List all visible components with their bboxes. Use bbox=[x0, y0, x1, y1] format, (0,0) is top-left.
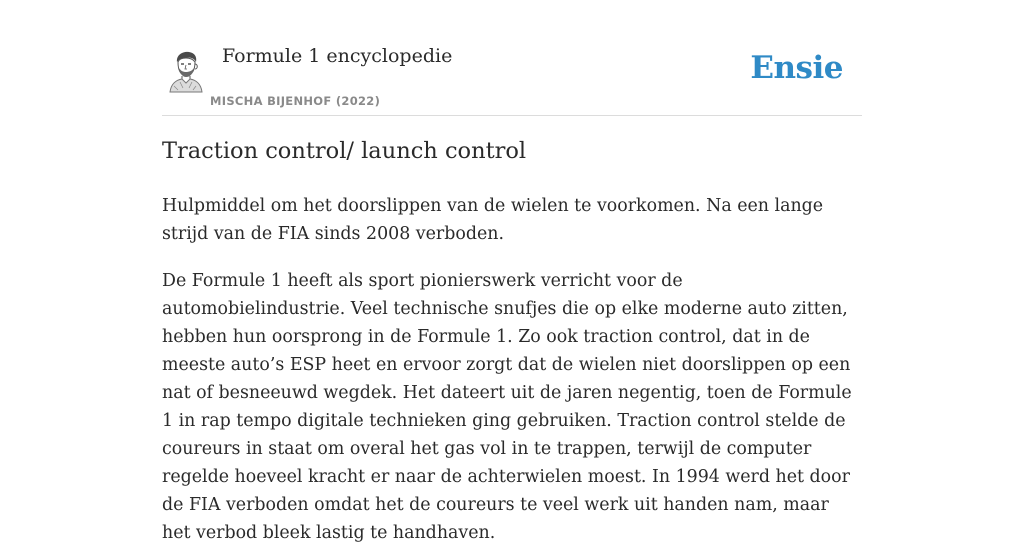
entry-header bbox=[162, 0, 862, 116]
entry-paragraph-1: Hulpmiddel om het doorslippen van de wielen te voorkomen. Na een lange strijd van de FIA sinds 2008 verboden. bbox=[162, 196, 824, 244]
entry-paragraph-2: De Formule 1 heeft als sport pionierswerk verricht voor de automobielindustrie. Veel technische snufjes die op elke moderne auto zitten, hebben hun oorsprong in de Formule 1. Zo ook traction control, dat in de meeste auto’s ESP heet en ervoor zorgt dat de wielen niet doorslippen op een nat of besneeuwd wegdek. Het dateert uit de jaren negentig, toen de Formule 1 in rap tempo digitale technieken ging gebruiken. Traction control stelde de coureurs in staat om overal het gas vol in te trappen, terwijl de computer regelde hoeveel kracht er naar de achterwielen moest. In 1994 werd het door de FIA verboden omdat het de coureurs te veel werk uit handen nam, maar het verbod bleek lastig te handhaven. bbox=[162, 271, 852, 543]
author-portrait-icon bbox=[166, 48, 206, 92]
entry-card bbox=[162, 0, 862, 543]
author-credit: MISCHA BIJENHOF (2022) bbox=[210, 94, 381, 108]
book-title[interactable]: Formule 1 encyclopedie bbox=[222, 45, 453, 67]
author-avatar[interactable] bbox=[166, 48, 206, 92]
entry-title: Traction control/ launch control bbox=[162, 138, 527, 164]
brand-logo[interactable]: Ensie bbox=[750, 50, 843, 86]
